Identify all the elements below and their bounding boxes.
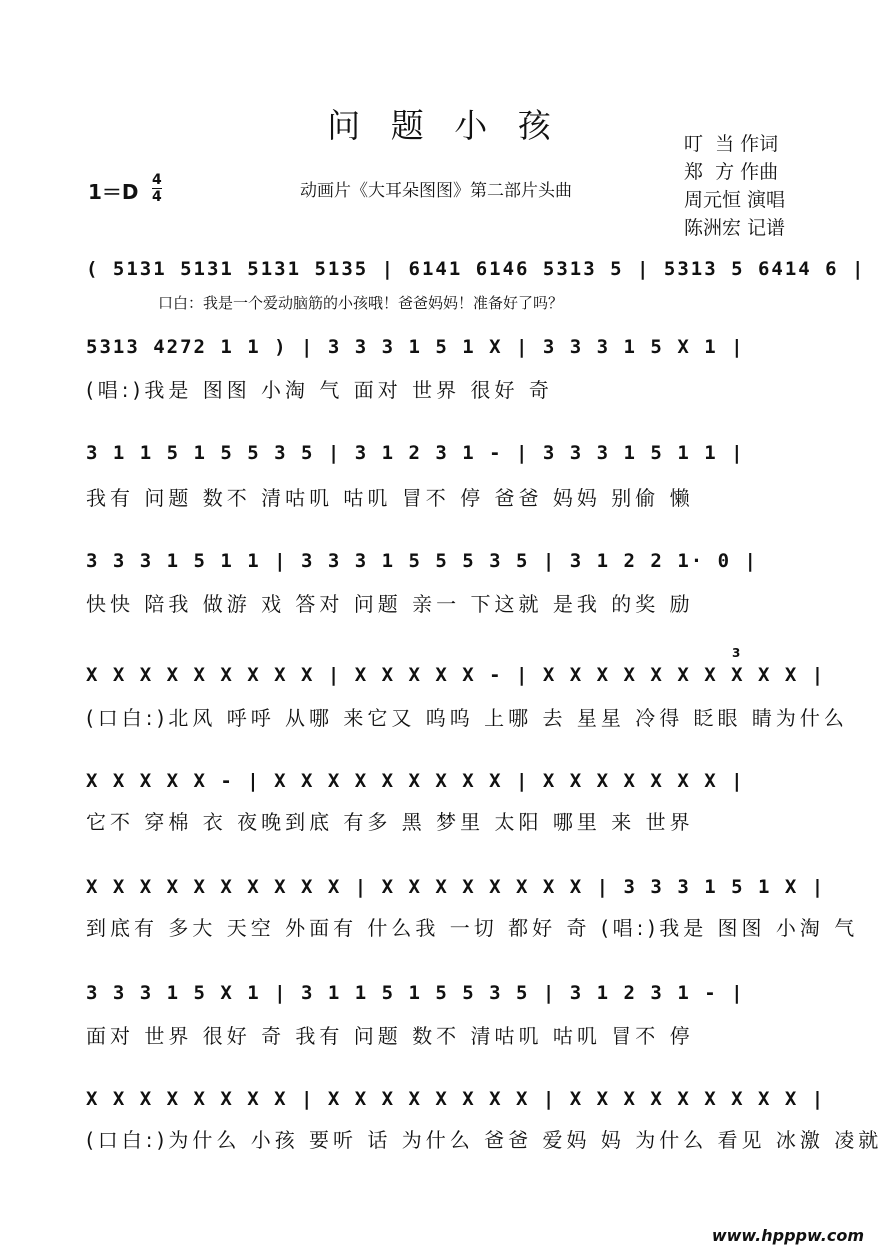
website-watermark: www.hpppw.com — [711, 1226, 864, 1245]
notation-line-3: 3 1 1 5 1 5 5 3 5 | 3 1 2 3 1 - | 3 3 3 1 5 1 1 | — [86, 442, 745, 464]
lyric-line-9: (口白:)为什么 小孩 要听 话 为什么 爸爸 爱妈 妈 为什么 看见 冰激 凌就 — [86, 1128, 883, 1152]
transcriber-credit: 陈洲宏 记谱 — [684, 217, 786, 239]
lyric-line-5: (口白:)北风 呼呼 从哪 来它又 呜呜 上哪 去 星星 冷得 眨眼 睛为什么 — [86, 706, 848, 730]
song-subtitle: 动画片《大耳朵图图》第二部片头曲 — [300, 181, 572, 201]
tuplet-mark: 3 — [732, 646, 741, 660]
lyric-line-2: (唱:)我是 图图 小淘 气 面对 世界 很好 奇 — [86, 378, 553, 402]
lyricist-credit: 叮 当 作词 — [684, 133, 779, 155]
time-signature-top: 4 — [152, 172, 162, 188]
notation-line-9: X X X X X X X X | X X X X X X X X | X X X X X X X X X | — [86, 1088, 826, 1110]
lyric-line-4: 快快 陪我 做游 戏 答对 问题 亲一 下这就 是我 的奖 励 — [86, 592, 694, 616]
lyric-line-6: 它不 穿棉 衣 夜晚到底 有多 黑 梦里 太阳 哪里 来 世界 — [86, 810, 694, 834]
notation-line-1: ( 5131 5131 5131 5135 | 6141 6146 5313 5 | 5313 5 6414 6 | — [86, 258, 866, 280]
singer-credit: 周元恒 演唱 — [684, 189, 786, 211]
lyric-line-7: 到底有 多大 天空 外面有 什么我 一切 都好 奇 (唱:)我是 图图 小淘 气 — [86, 916, 859, 940]
lyric-line-8: 面对 世界 很好 奇 我有 问题 数不 清咕叽 咕叽 冒不 停 — [86, 1024, 694, 1048]
credits-block — [684, 130, 785, 242]
notation-line-6: X X X X X - | X X X X X X X X X | X X X X X X X | — [86, 770, 745, 792]
time-signature-bottom: 4 — [152, 189, 162, 205]
composer-credit: 郑 方 作曲 — [684, 161, 779, 183]
spoken-intro: 口白：我是一个爱动脑筋的小孩哦！爸爸妈妈！准备好了吗？ — [158, 294, 564, 312]
lyric-line-3: 我有 问题 数不 清咕叽 咕叽 冒不 停 爸爸 妈妈 别偷 懒 — [86, 486, 694, 510]
notation-line-7: X X X X X X X X X X | X X X X X X X X | 3 3 3 1 5 1 X | — [86, 876, 826, 898]
notation-line-2: 5313 4272 1 1 ) | 3 3 3 1 5 1 X | 3 3 3 1 5 X 1 | — [86, 336, 745, 358]
notation-line-8: 3 3 3 1 5 X 1 | 3 1 1 5 1 5 5 3 5 | 3 1 2 3 1 - | — [86, 982, 745, 1004]
notation-line-5: X X X X X X X X X | X X X X X - | X X X X X X X X X X | — [86, 664, 826, 686]
notation-line-4: 3 3 3 1 5 1 1 | 3 3 3 1 5 5 5 3 5 | 3 1 2 2 1· 0 | — [86, 550, 758, 572]
song-title: 问 题 小 孩 — [327, 106, 561, 145]
key-signature: 1＝D — [88, 180, 139, 204]
time-signature — [152, 172, 162, 205]
